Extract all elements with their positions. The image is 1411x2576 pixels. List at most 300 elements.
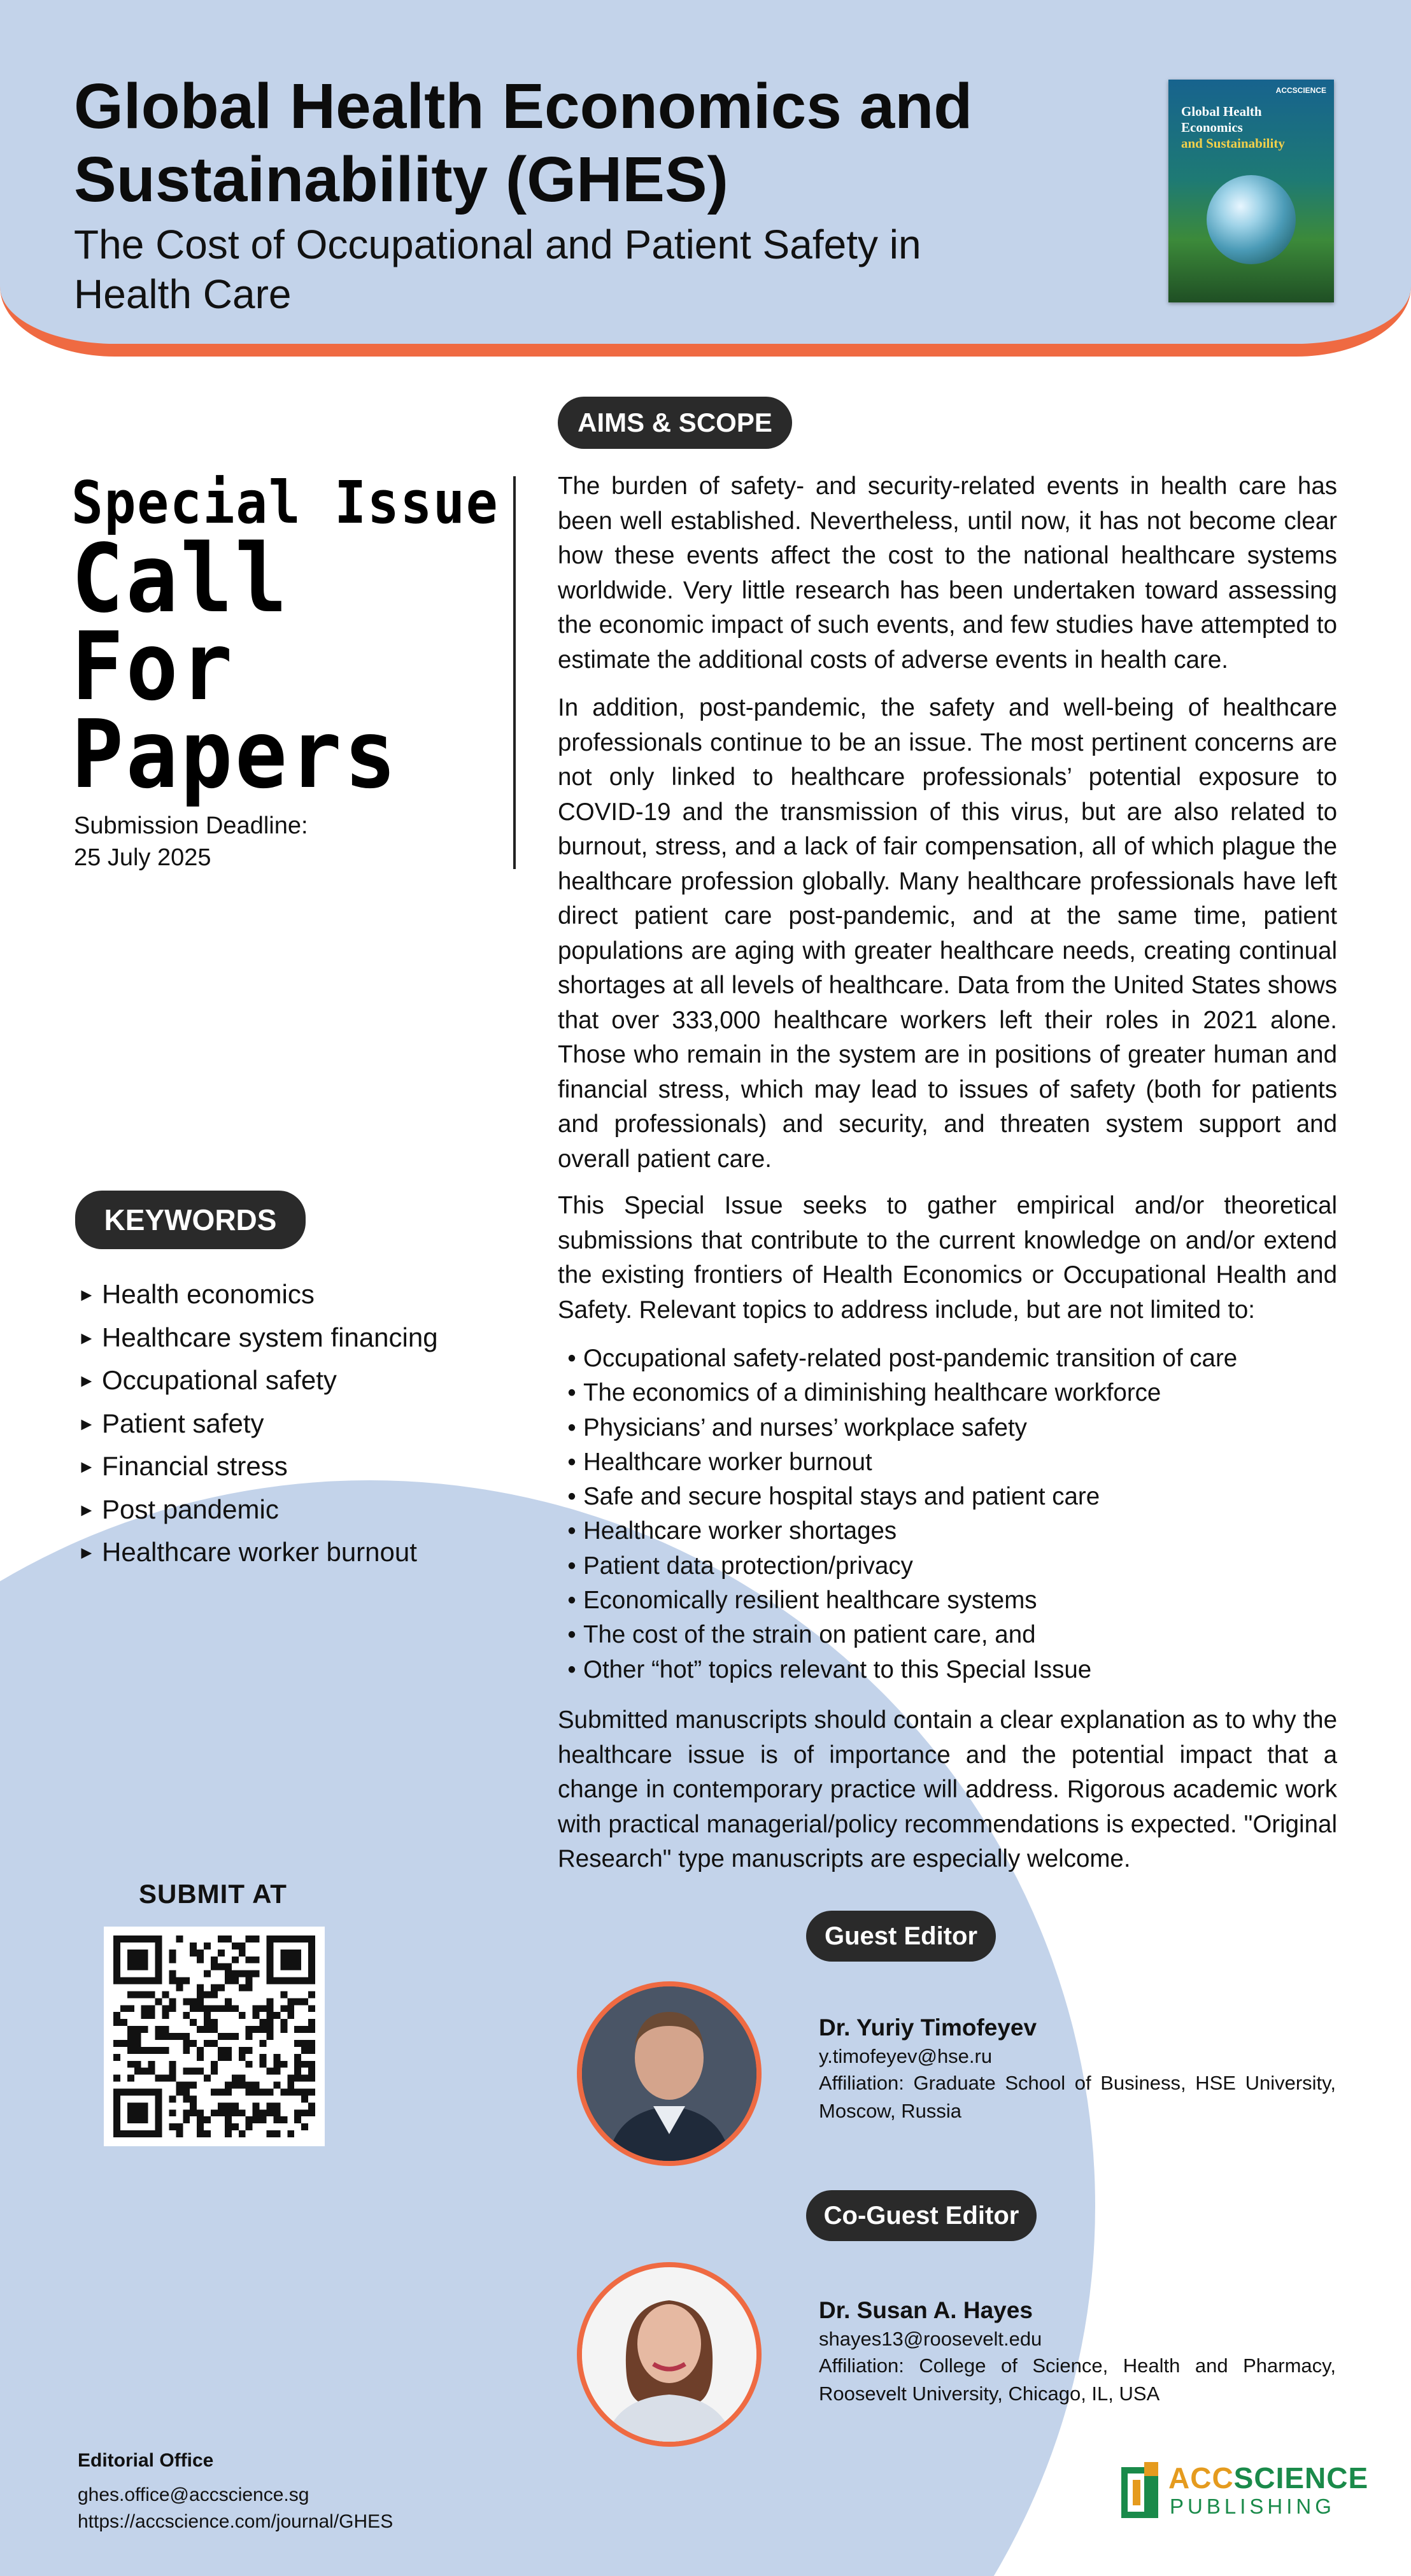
- qr-module: [253, 2088, 260, 2095]
- qr-module: [225, 2005, 232, 2012]
- qr-module: [169, 2095, 176, 2102]
- qr-module: [260, 2116, 267, 2123]
- qr-module: [141, 1950, 148, 1957]
- qr-module: [176, 2033, 183, 2040]
- qr-module: [266, 2033, 273, 2040]
- qr-module: [190, 2068, 197, 2075]
- qr-module: [260, 2040, 267, 2047]
- editorial-office-email[interactable]: ghes.office@accscience.sg: [78, 2484, 309, 2505]
- qr-module: [253, 1971, 260, 1978]
- qr-module: [134, 2068, 141, 2075]
- qr-module: [169, 2068, 176, 2075]
- qr-module: [141, 2047, 148, 2054]
- list-item: • Healthcare worker shortages: [560, 1514, 1337, 1548]
- qr-module: [204, 2116, 211, 2123]
- qr-module: [141, 1964, 148, 1971]
- qr-module: [246, 2088, 253, 2095]
- qr-module: [148, 1978, 155, 1985]
- qr-module: [266, 2109, 273, 2116]
- qr-module: [280, 2061, 287, 2068]
- qr-module: [225, 1936, 232, 1943]
- qr-module: [155, 2047, 162, 2054]
- qr-module: [155, 1936, 162, 1943]
- qr-module: [301, 2040, 308, 2047]
- qr-module: [204, 2019, 211, 2026]
- qr-module: [246, 2033, 253, 2040]
- list-item: • The economics of a diminishing healthcare workforce: [560, 1376, 1337, 1410]
- qr-module: [308, 2040, 315, 2047]
- for-line: For: [71, 612, 235, 721]
- qr-module: [141, 1991, 148, 1998]
- keywords-label: KEYWORDS: [75, 1191, 306, 1249]
- qr-module: [266, 2005, 273, 2012]
- qr-module: [239, 2075, 246, 2082]
- qr-module: [232, 1978, 239, 1985]
- qr-module: [287, 1936, 294, 1943]
- qr-module: [239, 2082, 246, 2089]
- qr-module: [127, 2116, 134, 2123]
- qr-module: [155, 2130, 162, 2137]
- qr-module: [190, 2095, 197, 2102]
- qr-module: [232, 2123, 239, 2130]
- keywords-list: [78, 1273, 438, 1575]
- qr-module: [134, 2033, 141, 2040]
- cover-title: [1181, 104, 1324, 152]
- qr-module: [148, 2005, 155, 2012]
- qr-module: [294, 2054, 301, 2061]
- divider-line: [513, 476, 516, 869]
- qr-module: [308, 1936, 315, 1943]
- qr-module: [169, 1998, 176, 2005]
- qr-module: [266, 2012, 273, 2019]
- qr-module: [308, 1971, 315, 1978]
- qr-module: [113, 1957, 120, 1964]
- qr-module: [280, 1964, 287, 1971]
- qr-module: [134, 2026, 141, 2033]
- keyword-item: ► Occupational safety: [78, 1359, 438, 1403]
- qr-module: [127, 2088, 134, 2095]
- qr-code[interactable]: [104, 1927, 325, 2146]
- accscience-logo[interactable]: [1119, 2461, 1369, 2521]
- qr-module: [301, 1978, 308, 1985]
- qr-module: [232, 2082, 239, 2089]
- journal-cover: [1168, 80, 1334, 302]
- qr-module: [134, 1950, 141, 1957]
- qr-module: [148, 2068, 155, 2075]
- qr-module: [204, 1991, 211, 1998]
- qr-module: [120, 2019, 127, 2026]
- qr-module: [155, 2075, 162, 2082]
- qr-module: [197, 2047, 204, 2054]
- qr-module: [301, 1936, 308, 1943]
- qr-module: [232, 2109, 239, 2116]
- qr-module: [162, 2026, 169, 2033]
- qr-module: [218, 1985, 225, 1992]
- qr-module: [294, 1957, 301, 1964]
- guest-editor-name: Dr. Yuriy Timofeyev: [819, 2014, 1037, 2041]
- qr-module: [141, 2116, 148, 2123]
- qr-module: [225, 2102, 232, 2109]
- qr-module: [246, 2061, 253, 2068]
- qr-module: [266, 1950, 273, 1957]
- qr-module: [246, 1936, 253, 1943]
- qr-module: [232, 1957, 239, 1964]
- qr-module: [197, 2026, 204, 2033]
- qr-module: [127, 1991, 134, 1998]
- qr-module: [287, 2012, 294, 2019]
- qr-module: [232, 1943, 239, 1950]
- qr-module: [308, 1991, 315, 1998]
- qr-module: [127, 1936, 134, 1943]
- qr-module: [141, 2102, 148, 2109]
- qr-module: [113, 1936, 120, 1943]
- qr-module: [127, 2033, 134, 2040]
- list-item: • Economically resilient healthcare systems: [560, 1583, 1337, 1618]
- qr-module: [266, 1971, 273, 1978]
- guest-editor-email[interactable]: y.timofeyev@hse.ru: [819, 2045, 993, 2067]
- qr-module: [218, 2047, 225, 2054]
- cover-globe-icon: [1207, 175, 1296, 264]
- list-item: • Healthcare worker burnout: [560, 1445, 1337, 1480]
- qr-module: [197, 1950, 204, 1957]
- qr-module: [294, 1950, 301, 1957]
- qr-module: [246, 2123, 253, 2130]
- qr-module: [253, 2102, 260, 2109]
- qr-module: [253, 2026, 260, 2033]
- editorial-office-title: Editorial Office: [78, 2450, 214, 2471]
- qr-module: [218, 2109, 225, 2116]
- qr-module: [127, 2109, 134, 2116]
- cover-title-line1: Global Health Economics: [1181, 104, 1262, 135]
- qr-module: [127, 2047, 134, 2054]
- qr-module: [113, 1971, 120, 1978]
- qr-module: [246, 1985, 253, 1992]
- qr-module: [120, 1978, 127, 1985]
- qr-module: [197, 2068, 204, 2075]
- qr-module: [301, 2095, 308, 2102]
- qr-module: [204, 2026, 211, 2033]
- qr-module: [197, 2116, 204, 2123]
- journal-url-link[interactable]: https://accscience.com/journal/GHES: [78, 2511, 394, 2532]
- qr-module: [211, 2019, 218, 2026]
- qr-module: [218, 1936, 225, 1943]
- qr-module: [287, 2088, 294, 2095]
- qr-module: [155, 1957, 162, 1964]
- qr-module: [127, 2102, 134, 2109]
- special-issue-heading: [71, 469, 546, 809]
- qr-module: [127, 2075, 134, 2082]
- logo-wordmark: [1168, 2462, 1368, 2494]
- qr-module: [204, 2130, 211, 2137]
- qr-module: [266, 1957, 273, 1964]
- qr-module: [308, 2075, 315, 2082]
- qr-module: [294, 2040, 301, 2047]
- qr-module: [211, 1985, 218, 1992]
- qr-module: [148, 2088, 155, 2095]
- qr-module: [190, 2102, 197, 2109]
- keyword-item: ► Financial stress: [78, 1445, 438, 1489]
- qr-module: [232, 2005, 239, 2012]
- qr-module: [183, 2116, 190, 2123]
- qr-module: [155, 2026, 162, 2033]
- qr-module: [266, 1964, 273, 1971]
- deadline-label: Submission Deadline:: [74, 812, 308, 839]
- qr-module: [169, 1957, 176, 1964]
- qr-module: [225, 1978, 232, 1985]
- qr-module: [260, 2005, 267, 2012]
- qr-module: [176, 2123, 183, 2130]
- qr-module: [141, 1957, 148, 1964]
- qr-module: [113, 2123, 120, 2130]
- qr-module: [155, 2109, 162, 2116]
- qr-module: [301, 2026, 308, 2033]
- qr-module: [239, 2012, 246, 2019]
- qr-module: [148, 2012, 155, 2019]
- qr-module: [169, 2061, 176, 2068]
- submit-at-label: SUBMIT AT: [139, 1879, 287, 1909]
- qr-module: [260, 2019, 267, 2026]
- qr-module: [141, 2088, 148, 2095]
- qr-module: [155, 2088, 162, 2095]
- qr-module: [134, 1957, 141, 1964]
- qr-module: [218, 1964, 225, 1971]
- qr-module: [253, 2012, 260, 2019]
- qr-module: [204, 1943, 211, 1950]
- qr-module: [190, 2019, 197, 2026]
- qr-module: [280, 2005, 287, 2012]
- qr-module: [308, 1957, 315, 1964]
- qr-module: [169, 2109, 176, 2116]
- qr-module: [127, 2026, 134, 2033]
- qr-module: [204, 2075, 211, 2082]
- qr-module: [113, 2012, 120, 2019]
- qr-module: [294, 2088, 301, 2095]
- qr-module: [287, 2005, 294, 2012]
- qr-module: [155, 1964, 162, 1971]
- qr-module: [127, 1964, 134, 1971]
- qr-module: [287, 1978, 294, 1985]
- qr-module: [294, 2075, 301, 2082]
- qr-module: [162, 2033, 169, 2040]
- qr-module: [218, 2054, 225, 2061]
- qr-module: [301, 2088, 308, 2095]
- qr-module: [225, 2054, 232, 2061]
- qr-module: [141, 1936, 148, 1943]
- qr-module: [287, 1950, 294, 1957]
- qr-module: [120, 2130, 127, 2137]
- qr-module: [280, 1936, 287, 1943]
- qr-module: [273, 2130, 280, 2137]
- qr-module: [141, 2130, 148, 2137]
- keyword-item: ► Post pandemic: [78, 1489, 438, 1532]
- qr-module: [176, 2130, 183, 2137]
- qr-module: [113, 1964, 120, 1971]
- qr-module: [204, 2005, 211, 2012]
- topics-list: [560, 1341, 1337, 1687]
- qr-module: [225, 1998, 232, 2005]
- qr-module: [232, 1971, 239, 1978]
- qr-module: [301, 2075, 308, 2082]
- qr-module: [301, 2047, 308, 2054]
- qr-module: [162, 2075, 169, 2082]
- journal-title: Global Health Economics and Sustainability (GHES): [74, 71, 973, 215]
- qr-module: [155, 2095, 162, 2102]
- qr-module: [155, 2123, 162, 2130]
- logo-publishing-text: PUBLISHING: [1170, 2495, 1335, 2518]
- co-guest-editor-name: Dr. Susan A. Hayes: [819, 2297, 1033, 2323]
- papers-line: Papers: [71, 700, 399, 809]
- qr-module: [134, 2061, 141, 2068]
- co-guest-editor-label: Co-Guest Editor: [806, 2190, 1037, 2241]
- qr-module: [134, 2102, 141, 2109]
- qr-module: [225, 2047, 232, 2054]
- qr-module: [218, 1950, 225, 1957]
- qr-module: [266, 1936, 273, 1943]
- qr-module: [280, 1978, 287, 1985]
- qr-module: [183, 1978, 190, 1985]
- aims-paragraph-3: This Special Issue seeks to gather empirical and/or theoretical submissions that contribute to the current knowledge on and/or extend the existing frontiers of Health Economics or Occupational Health and Safety. Relevant topics to address include, but are not limited to:: [558, 1192, 1337, 1324]
- qr-module: [113, 2054, 120, 2061]
- qr-code-graphic: [113, 1936, 316, 2137]
- deadline-date: 25 July 2025: [74, 844, 211, 871]
- keyword-item: ► Healthcare system financing: [78, 1317, 438, 1360]
- qr-module: [141, 2026, 148, 2033]
- qr-module: [176, 1985, 183, 1992]
- qr-module: [266, 2130, 273, 2137]
- qr-module: [148, 1936, 155, 1943]
- qr-module: [266, 2026, 273, 2033]
- qr-module: [197, 1985, 204, 1992]
- qr-module: [287, 2130, 294, 2137]
- qr-module: [169, 2075, 176, 2082]
- qr-module: [190, 1998, 197, 2005]
- qr-module: [169, 1971, 176, 1978]
- qr-module: [197, 2123, 204, 2130]
- qr-module: [197, 2054, 204, 2061]
- qr-module: [169, 1950, 176, 1957]
- qr-module: [308, 2005, 315, 2012]
- qr-module: [134, 2116, 141, 2123]
- qr-module: [246, 2082, 253, 2089]
- portrait-icon: [582, 1986, 756, 2161]
- qr-module: [113, 2019, 120, 2026]
- qr-module: [225, 2082, 232, 2089]
- qr-module: [155, 2033, 162, 2040]
- qr-module: [225, 2033, 232, 2040]
- qr-module: [225, 1964, 232, 1971]
- special-issue-label: Special Issue: [71, 469, 499, 537]
- qr-module: [190, 2040, 197, 2047]
- qr-module: [287, 1998, 294, 2005]
- qr-module: [273, 2116, 280, 2123]
- qr-module: [113, 2095, 120, 2102]
- aims-paragraph-1: The burden of safety- and security-related events in health care has been well established. Nevertheless, until now, it has not become clear how these events affect the cost to the national healthcare systems worldwide. Very little research has been undertaken toward assessing the economic impact of such events, and few studies have attempted to estimate the additional costs of adverse events in health care.: [558, 472, 1337, 674]
- qr-module: [211, 2068, 218, 2075]
- qr-module: [294, 1978, 301, 1985]
- qr-module: [197, 2005, 204, 2012]
- qr-module: [273, 2061, 280, 2068]
- list-item: • Physicians’ and nurses’ workplace safety: [560, 1411, 1337, 1445]
- qr-module: [134, 2047, 141, 2054]
- qr-module: [294, 2061, 301, 2068]
- qr-module: [155, 2116, 162, 2123]
- qr-module: [253, 2116, 260, 2123]
- qr-module: [225, 2109, 232, 2116]
- co-guest-editor-affiliation: Affiliation: College of Science, Health and Pharmacy, Roosevelt University, Chicago, IL, USA: [819, 2354, 1336, 2405]
- qr-module: [273, 2109, 280, 2116]
- qr-module: [113, 2040, 120, 2047]
- qr-module: [169, 2123, 176, 2130]
- qr-module: [162, 2012, 169, 2019]
- qr-module: [266, 1998, 273, 2005]
- qr-module: [266, 2019, 273, 2026]
- issue-subtitle: The Cost of Occupational and Patient Safety in Health Care: [74, 222, 921, 317]
- qr-module: [280, 2026, 287, 2033]
- qr-module: [134, 1964, 141, 1971]
- qr-module: [204, 2040, 211, 2047]
- qr-module: [266, 1943, 273, 1950]
- qr-module: [211, 2040, 218, 2047]
- qr-module: [239, 1971, 246, 1978]
- qr-module: [204, 1971, 211, 1978]
- qr-module: [239, 2047, 246, 2054]
- qr-module: [197, 1998, 204, 2005]
- qr-module: [239, 2054, 246, 2061]
- qr-module: [260, 2054, 267, 2061]
- qr-module: [127, 2061, 134, 2068]
- qr-module: [190, 2082, 197, 2089]
- qr-module: [113, 2130, 120, 2137]
- qr-module: [127, 2040, 134, 2047]
- qr-module: [141, 2012, 148, 2019]
- qr-module: [141, 1978, 148, 1985]
- qr-module: [246, 2116, 253, 2123]
- qr-module: [197, 1957, 204, 1964]
- qr-module: [190, 1943, 197, 1950]
- qr-module: [113, 1943, 120, 1950]
- qr-module: [211, 1964, 218, 1971]
- qr-module: [273, 2012, 280, 2019]
- qr-module: [134, 1978, 141, 1985]
- qr-module: [113, 2102, 120, 2109]
- qr-module: [176, 2082, 183, 2089]
- qr-module: [246, 2047, 253, 2054]
- qr-module: [246, 1978, 253, 1985]
- qr-module: [273, 1936, 280, 1943]
- qr-module: [266, 2088, 273, 2095]
- qr-module: [246, 2026, 253, 2033]
- qr-module: [280, 1991, 287, 1998]
- qr-module: [260, 2109, 267, 2116]
- qr-module: [287, 1957, 294, 1964]
- qr-module: [183, 2040, 190, 2047]
- qr-module: [120, 2005, 127, 2012]
- qr-module: [294, 2026, 301, 2033]
- logo-acc-text: ACC: [1168, 2461, 1234, 2495]
- qr-module: [183, 2012, 190, 2019]
- qr-module: [266, 1978, 273, 1985]
- qr-module: [301, 2123, 308, 2130]
- qr-module: [253, 1936, 260, 1943]
- qr-module: [308, 2068, 315, 2075]
- qr-module: [308, 2026, 315, 2033]
- qr-module: [308, 1978, 315, 1985]
- qr-module: [211, 1957, 218, 1964]
- co-guest-editor-email[interactable]: shayes13@roosevelt.edu: [819, 2328, 1042, 2350]
- qr-module: [155, 1971, 162, 1978]
- qr-module: [162, 1991, 169, 1998]
- qr-module: [239, 1985, 246, 1992]
